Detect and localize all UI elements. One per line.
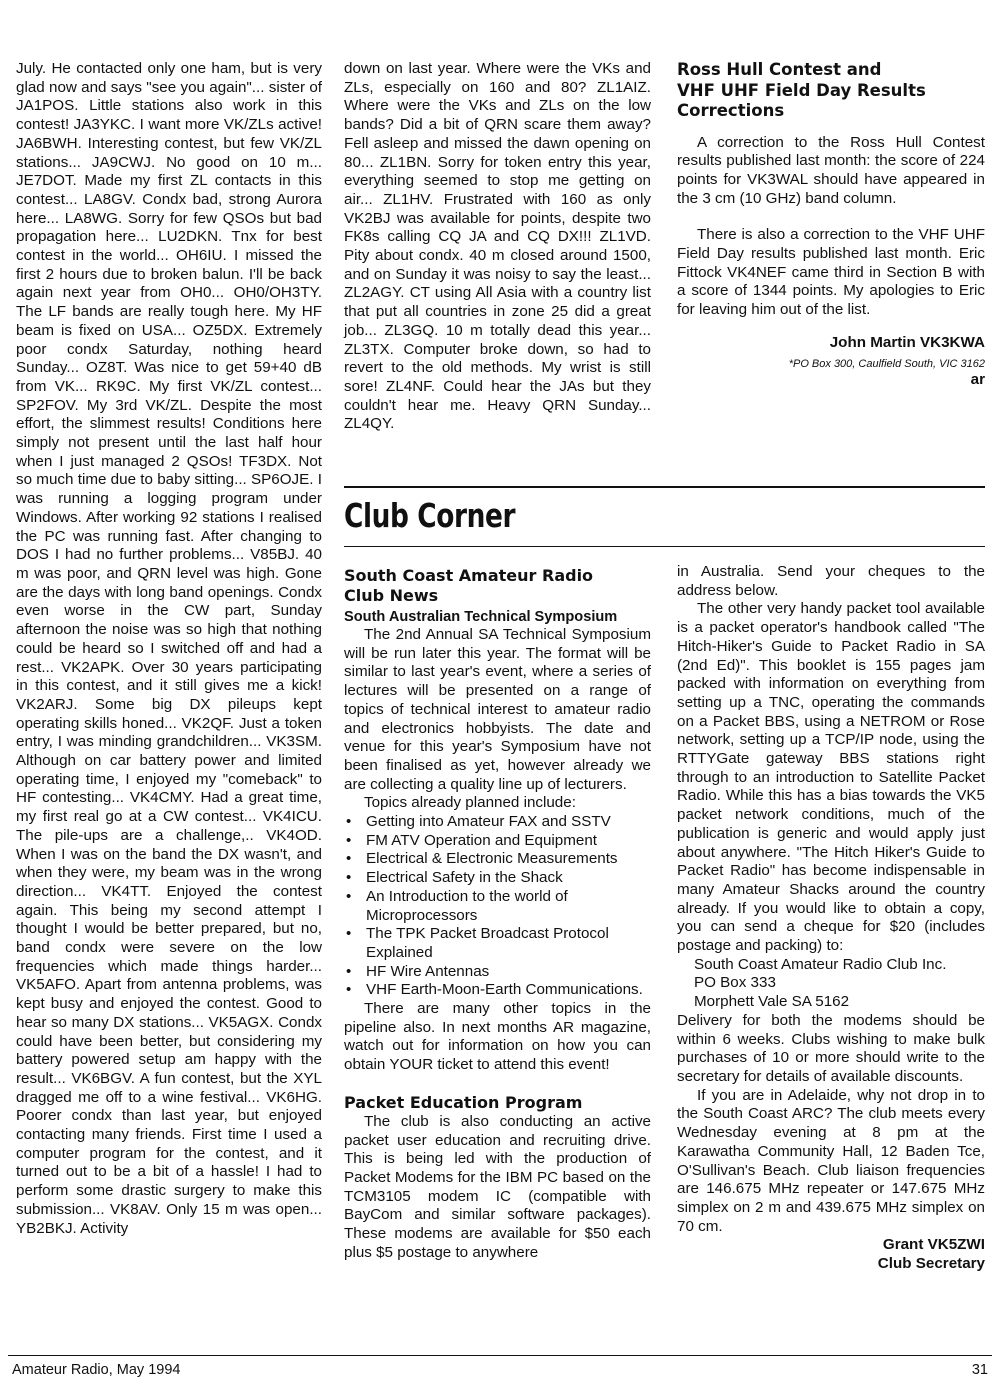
list-item: • An Introduction to the world of Microprocessors (366, 888, 651, 925)
correction-paragraph-1: A correction to the Ross Hull Contest results published last month: the score of 224 points for VK3WAL should have appeared in the 3 cm (10 GHz) band column. (677, 133, 985, 207)
list-item: • HF Wire Antennas (366, 963, 651, 982)
cheques-paragraph: in Australia. Send your cheques to the address below. (677, 563, 985, 599)
handbook-paragraph: The other very handy packet tool available is a packet operator's handbook called "The Hitch-Hiker's Guide to Packet Radio in SA (2nd Ed)". This booklet is 155 pages jam packed with information on everything from setting up a TNC, operating the commands on a Packet BBS, using a NETROM or Rose network, setting up a TCP/IP node, using the RTTYGate gateway BBS stations right through to an introduction to Satellite Packet Radio. While this has a bias towards the VK5 packet network conditions, much of the publication is generic and would apply just about anywhere. "The Hitch Hiker's Guide to Packet Radio" has become indispensable in many Amateur Shacks around the country already. If you would like to obtain a copy, you can send a cheque for $20 (includes postage and packing) to: (677, 600, 985, 955)
contest-comments-text: July. He contacted only one ham, but is very glad now and says "see you again"... sister of JA1POS. Little stations also work in this contest! JA3YKC. I want more VK/ZLs active! JA6BWH. Interesting contest, but few VK/ZL stations... JA9CWJ. No good on 10 m... JE7DOT. Made my first ZL contacts in this contest... LA8GV. Condx bad, strong Aurora here... LA8WG. Sorry for few QSOs but bad propagation here... LU2DKN. Tnx for best contest in the world... OH6IU. I missed the first 2 hours due to broken balun. I'll be back again next year from OH0... OH0/OH3TY. The LF bands are really tough here. My HF beam is fixed on USA... OZ5DX. Extremely poor condx Saturday, nothing heard Sunday... OZ8T. Was nice to get 59+40 dB from VK... RK9C. My first VK/ZL contest... SP2FOV. My 3rd VK/ZL. Despite the most effort, the slimmest results! Conditions here simply not present until the last half hour when I just managed 2 QSOs! TF3DX. Not so much time due to baby sitting... SP6OJE. I was running a logging program under Windows. After working 92 stations I realised the PC was running fast. After changing to DOS I had no further problems... V85BJ. 40 m was poor, and QRN level was high. Gone are the days with long band openings. Condx even worse in the CW part, Sunday afternoon the noise was so high that nothing could be heard so I switched off and had a rest... VK2APK. Over 30 years participating in this contest, and it still gives me a kick! VK2ARJ. Some big DX pileups kept operating skills honed... VK2QF. Just a token entry, I was minding grandchildren... VK3SM. Although on car battery power and limited operating time, I enjoyed my "comeback" to HF contesting... VK4CMY. Had a great time, my first real go at a CW contest... VK4ICU. The pile-ups are a challenge,.. VK4OD. When I was on the band the DX wasn't, and when they were, my beam was in the wrong direction... VK4TT. Enjoyed the contest again. This being my second attempt I thought I would be better prepared, but no, band condx were severe on the low frequencies which made things harder... VK5AFO. Apart from antenna problems, was kept busy and enjoyed the contest. Good to hear so many DX stations... VK5AGX. Condx could have been better, but considering my battery powered setup am happy with the result... VK6BGV. A fun contest, but the XYL dragged me off to a wine festival... VK6HG. Poorer condx than last year, but enjoyed contacting many friends. First time I used a computer program for the contest, and it turned out to be a bit of a hassle! I had to perform some drastic surgery to make this submission... VK8AV. Only 15 m was open... YB2BKJ. Activity (16, 60, 322, 1237)
list-item: • FM ATV Operation and Equipment (366, 832, 651, 851)
column-2 (344, 60, 651, 434)
author-address: *PO Box 300, Caulfield South, VIC 3162 (788, 357, 985, 370)
south-coast-club-news (344, 566, 651, 1263)
ross-hull-corrections (677, 60, 985, 388)
club-corner-top-rule (344, 486, 985, 488)
secretary-title: Club Secretary (877, 1255, 985, 1273)
author-signature: John Martin VK3KWA (829, 333, 985, 351)
delivery-paragraph: Delivery for both the modems should be within 6 weeks. Clubs wishing to make bulk purchases of 10 or more should write to the secretary for details of available discounts. (677, 1011, 985, 1085)
end-mark: ar (970, 370, 985, 388)
contest-comments-continued: down on last year. Where were the VKs and ZLs, especially on 160 and 80? ZL1AIZ. Where were the VKs and ZLs on the low bands? Did a bit of QRN scare them away? Fell asleep and missed the dawn opening on 80... ZL1BN. Sorry for token entry this year, everything seemed to stop me getting on air... ZL1HV. Frustrated with 160 as only VK2BJ was available for points, despite two FK8s calling CQ JA and CQ DX!!! ZL1VD. Pity about condx. 40 m closed around 1500, and on Sunday it was noisy to say the least... ZL2AGY. CT using All Asia with a country list that put all countries in zone 25 did a great job... ZL3GQ. 10 m totally dead this year... ZL3TX. Computer broke down, so had to revert to the old methods. My wrist is still sore! ZL4NF. Could hear the JAs but they couldn't hear me. Heavy QRN Sunday... ZL4QY. (344, 60, 651, 433)
page-number: 31 (971, 1362, 988, 1378)
list-item: • Electrical Safety in the Shack (366, 869, 651, 888)
list-item: • The TPK Packet Broadcast Protocol Explained (366, 925, 651, 962)
list-item: • Electrical & Electronic Measurements (366, 850, 651, 869)
symposium-paragraph: The 2nd Annual SA Technical Symposium will be run later this year. The format will be similar to last year's event, where a series of lectures will be presented on a range of topics of technical interest to amateur radio and electronics hobbyists. The date and venue for this year's Symposium have not been finalised as yet, however already we are collecting a quality line up of lecturers. (344, 626, 651, 793)
list-item: • VHF Earth-Moon-Earth Communications. (366, 981, 651, 1000)
topics-list (344, 813, 651, 1000)
meeting-paragraph: If you are in Adelaide, why not drop in to the South Coast ARC? The club meets every Wednesday evening at 8 pm at the Karawatha Community Hall, 12 Baden Tce, O'Sullivan's Beach. Club liaison frequencies are 146.675 MHz repeater or 147.675 MHz simplex on 2 m and 439.675 MHz simplex on 70 cm. (677, 1086, 985, 1235)
footer-rule (8, 1355, 992, 1356)
column-1 (16, 60, 322, 1238)
packet-education-heading: Packet Education Program (344, 1092, 583, 1112)
club-news-continued (677, 563, 985, 1274)
club-corner-bottom-rule (344, 546, 985, 547)
packet-education-paragraph: The club is also conducting an active packet user education and recruiting drive. This is being led with the production of Packet Modems for the IBM PC based on the TCM3105 modem IC (compatible with BayCom and similar software packages). These modems are available for $50 each plus $5 postage to anywhere (344, 1112, 651, 1261)
correction-paragraph-2: There is also a correction to the VHF UHF Field Day results published last month. Eric Fittock VK4NEF came third in Section B with a score of 1344 points. My apologies to Eric for leaving him out of the list. (677, 226, 985, 319)
footer-publication: Amateur Radio, May 1994 (12, 1362, 181, 1378)
secretary-name: Grant VK5ZWI (882, 1236, 985, 1254)
symposium-closing-paragraph: There are many other topics in the pipeline also. In next months AR magazine, watch out for information on how you can obtain YOUR ticket to attend this event! (344, 1000, 651, 1074)
list-item: • Getting into Amateur FAX and SSTV (366, 813, 651, 832)
club-corner-title: Club Corner (344, 496, 516, 535)
club-news-heading: South Coast Amateur Radio Club News (344, 566, 594, 605)
topics-intro: Topics already planned include: (364, 794, 576, 812)
club-postal-address: South Coast Amateur Radio Club Inc. PO Box 333 Morphett Vale SA 5162 (694, 955, 947, 1011)
ross-hull-heading: Ross Hull Contest and VHF UHF Field Day Results Corrections (677, 60, 926, 120)
symposium-subheading: South Australian Technical Symposium (344, 609, 618, 625)
